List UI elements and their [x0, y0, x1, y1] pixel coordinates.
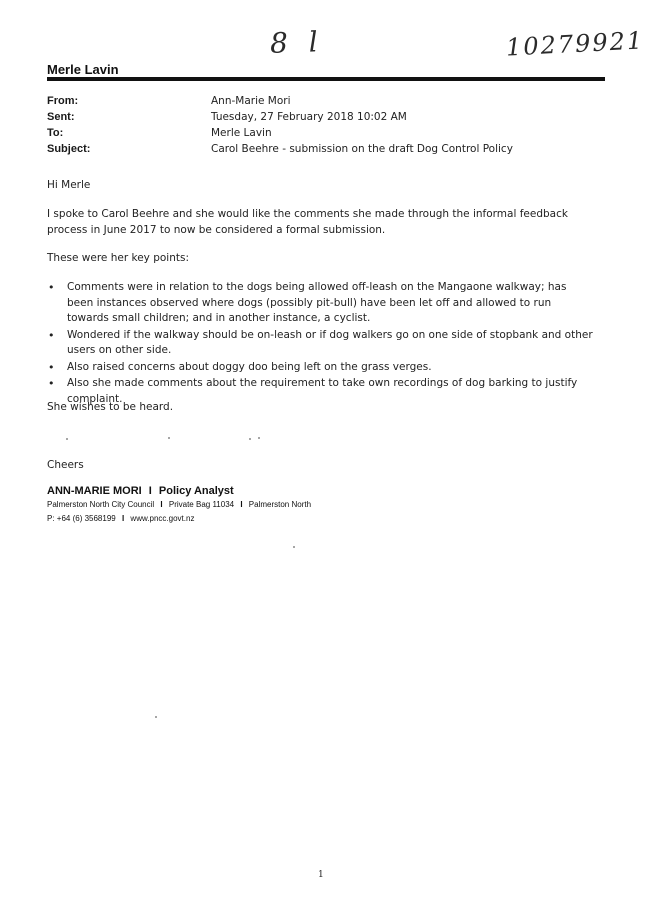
signature-address1: Private Bag 11034: [168, 500, 235, 509]
meta-row-from: [47, 93, 513, 109]
signature-org: Palmerston North City Council: [47, 500, 155, 509]
email-signature: [47, 484, 311, 526]
scan-speck: [249, 438, 251, 440]
bullet-icon: •: [48, 377, 55, 390]
list-item: [47, 328, 595, 359]
list-item-text: Wondered if the walkway should be on-leash or if dog walkers go on one side of stopbank and other users on other side.: [67, 328, 593, 356]
header-divider: [47, 77, 605, 81]
bullet-icon: •: [48, 328, 55, 342]
greeting: Hi Merle: [47, 179, 91, 191]
bullet-icon: •: [48, 360, 55, 374]
signature-address2: Palmerston North: [248, 500, 312, 509]
handwritten-reference-number: 10279921: [505, 26, 645, 62]
scan-speck: [258, 437, 260, 439]
list-item: [47, 280, 595, 327]
signature-name: ANN-MARIE MORI: [47, 485, 142, 497]
signature-contact-line: [47, 512, 311, 526]
meta-label-sent: Sent:: [47, 111, 75, 123]
scan-speck: [168, 437, 170, 439]
key-points-intro: These were her key points:: [47, 252, 190, 264]
sign-off: Cheers: [47, 459, 84, 471]
meta-value-subject: Carol Beehre - submission on the draft Dog Control Policy: [211, 143, 513, 155]
meta-label-from: From:: [47, 95, 79, 107]
scan-speck: [293, 546, 295, 548]
signature-separator: I: [121, 514, 125, 523]
key-points-list: [47, 280, 595, 408]
meta-value-sent: Tuesday, 27 February 2018 10:02 AM: [211, 111, 407, 123]
bullet-icon: •: [48, 281, 55, 294]
signature-website-link[interactable]: www.pncc.govt.nz: [130, 514, 195, 523]
meta-label-to: To:: [47, 127, 64, 139]
page-number: 1: [318, 870, 324, 880]
meta-value-from: Ann-Marie Mori: [211, 95, 291, 107]
list-item-text: Also raised concerns about doggy doo being left on the grass verges.: [67, 360, 432, 373]
recipient-header: Merle Lavin: [47, 62, 119, 77]
handwritten-page-annotation: 8 l: [269, 25, 325, 60]
scan-speck: [155, 716, 157, 718]
scan-speck: [66, 438, 68, 440]
signature-separator: I: [148, 485, 152, 497]
signature-separator: I: [160, 500, 163, 509]
body-paragraph: I spoke to Carol Beehre and she would like the comments she made through the informal feedback process in June 2017 to now be considered a formal submission.: [47, 208, 568, 236]
meta-row-to: [47, 125, 513, 141]
signature-address-line: [47, 498, 311, 512]
meta-row-sent: [47, 109, 513, 125]
list-item-text: Comments were in relation to the dogs being allowed off-leash on the Mangaone walkway; has been instances observed where dogs (possibly pit-bull) have been let off and allowed to run towards small children; and in another instance, a cyclist.: [67, 281, 567, 324]
meta-row-subject: [47, 141, 513, 157]
signature-separator: I: [240, 500, 243, 509]
meta-label-subject: Subject:: [47, 143, 91, 155]
meta-value-to: Merle Lavin: [211, 127, 272, 139]
email-meta-table: [47, 93, 513, 157]
signature-title: Policy Analyst: [158, 485, 234, 497]
list-item-text: Also she made comments about the requirement to take own recordings of dog barking to justify complaint.: [67, 377, 578, 405]
closing-note: She wishes to be heard.: [47, 401, 174, 413]
signature-phone: P: +64 (6) 3568199: [47, 514, 116, 523]
list-item: [47, 360, 595, 376]
signature-name-line: [47, 484, 311, 498]
